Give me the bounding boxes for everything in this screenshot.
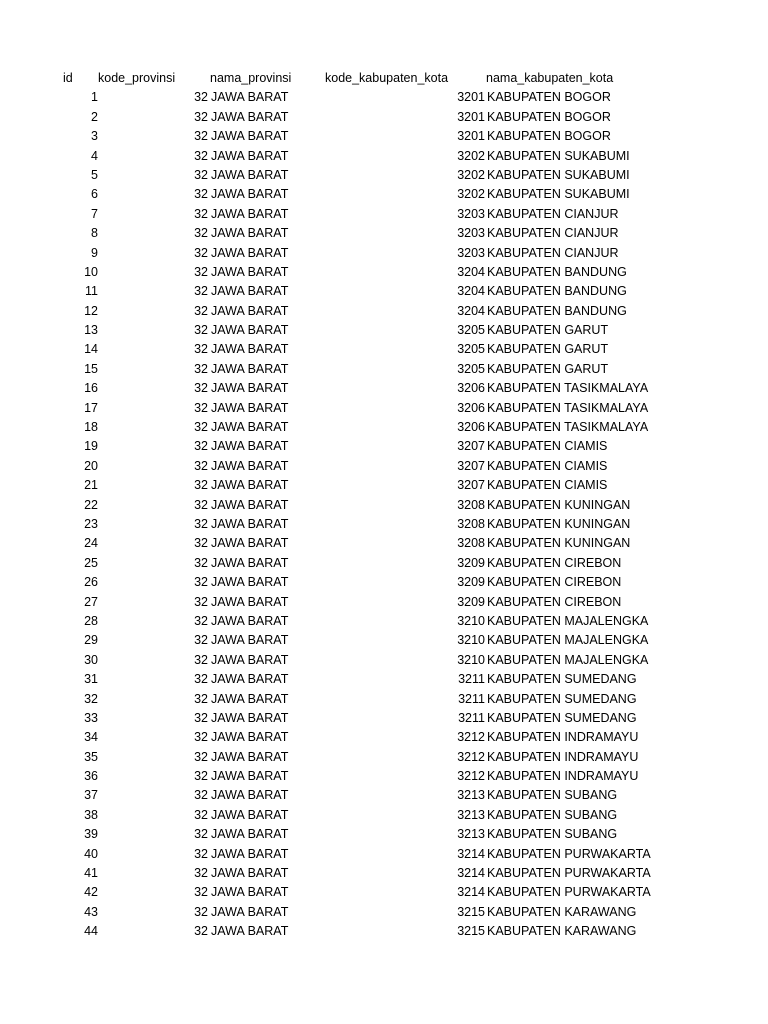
cell-id: 12	[84, 303, 98, 318]
cell-nama-provinsi: JAWA BARAT	[211, 303, 289, 318]
cell-nama-provinsi: JAWA BARAT	[211, 885, 289, 900]
cell-nama-provinsi: JAWA BARAT	[211, 594, 289, 609]
cell-nama-kabupaten-kota: KABUPATEN SUKABUMI	[487, 187, 630, 202]
cell-id: 20	[84, 458, 98, 473]
cell-id: 36	[84, 769, 98, 784]
cell-kode-kabupaten-kota: 3213	[457, 788, 485, 803]
cell-id: 7	[91, 206, 98, 221]
cell-id: 10	[84, 264, 98, 279]
cell-kode-kabupaten-kota: 3209	[457, 594, 485, 609]
cell-id: 26	[84, 575, 98, 590]
header-kode-provinsi: kode_provinsi	[98, 71, 176, 85]
cell-kode-provinsi: 32	[194, 788, 208, 803]
cell-kode-provinsi: 32	[194, 516, 208, 531]
cell-kode-kabupaten-kota: 3203	[457, 226, 485, 241]
cell-id: 40	[84, 846, 98, 861]
cell-nama-provinsi: JAWA BARAT	[211, 788, 289, 803]
header-id: id	[63, 71, 73, 85]
cell-id: 27	[84, 594, 98, 609]
cell-kode-provinsi: 32	[194, 226, 208, 241]
cell-kode-kabupaten-kota: 3204	[457, 264, 485, 279]
cell-nama-kabupaten-kota: KABUPATEN KUNINGAN	[487, 536, 631, 551]
table-row	[0, 690, 768, 709]
cell-kode-provinsi: 32	[194, 303, 208, 318]
cell-id: 28	[84, 613, 98, 628]
cell-nama-kabupaten-kota: KABUPATEN CIREBON	[487, 555, 622, 570]
cell-nama-provinsi: JAWA BARAT	[211, 187, 289, 202]
header-nama-provinsi: nama_provinsi	[210, 71, 292, 85]
cell-kode-provinsi: 32	[194, 497, 208, 512]
cell-nama-kabupaten-kota: KABUPATEN CIANJUR	[487, 226, 619, 241]
cell-kode-provinsi: 32	[194, 109, 208, 124]
table-body	[0, 88, 768, 941]
cell-kode-provinsi: 32	[194, 420, 208, 435]
cell-nama-kabupaten-kota: KABUPATEN CIAMIS	[487, 439, 608, 454]
cell-nama-kabupaten-kota: KABUPATEN MAJALENGKA	[487, 613, 649, 628]
table-row	[0, 748, 768, 767]
cell-nama-provinsi: JAWA BARAT	[211, 633, 289, 648]
cell-nama-provinsi: JAWA BARAT	[211, 129, 289, 144]
cell-kode-kabupaten-kota: 3210	[457, 633, 485, 648]
cell-nama-kabupaten-kota: KABUPATEN CIREBON	[487, 594, 622, 609]
cell-nama-provinsi: JAWA BARAT	[211, 458, 289, 473]
cell-nama-provinsi: JAWA BARAT	[211, 710, 289, 725]
cell-id: 8	[91, 226, 98, 241]
table-row	[0, 263, 768, 282]
cell-nama-provinsi: JAWA BARAT	[211, 226, 289, 241]
cell-nama-provinsi: JAWA BARAT	[211, 381, 289, 396]
cell-nama-provinsi: JAWA BARAT	[211, 361, 289, 376]
cell-kode-provinsi: 32	[194, 361, 208, 376]
cell-nama-kabupaten-kota: KABUPATEN GARUT	[487, 342, 609, 357]
cell-kode-kabupaten-kota: 3212	[457, 769, 485, 784]
table-row	[0, 399, 768, 418]
cell-nama-kabupaten-kota: KABUPATEN SUMEDANG	[487, 691, 637, 706]
cell-id: 9	[91, 245, 98, 260]
table-row	[0, 670, 768, 689]
cell-nama-provinsi: JAWA BARAT	[211, 323, 289, 338]
cell-kode-kabupaten-kota: 3215	[457, 904, 485, 919]
table-row	[0, 573, 768, 592]
cell-kode-provinsi: 32	[194, 342, 208, 357]
cell-nama-kabupaten-kota: KABUPATEN BANDUNG	[487, 284, 627, 299]
cell-nama-kabupaten-kota: KABUPATEN CIANJUR	[487, 245, 619, 260]
cell-kode-provinsi: 32	[194, 148, 208, 163]
cell-kode-provinsi: 32	[194, 594, 208, 609]
cell-id: 5	[91, 167, 98, 182]
cell-kode-kabupaten-kota: 3210	[457, 652, 485, 667]
table-row	[0, 476, 768, 495]
cell-id: 18	[84, 420, 98, 435]
cell-nama-kabupaten-kota: KABUPATEN BANDUNG	[487, 303, 627, 318]
header-nama-kabupaten-kota: nama_kabupaten_kota	[486, 71, 614, 85]
cell-nama-kabupaten-kota: KABUPATEN SUKABUMI	[487, 148, 630, 163]
cell-id: 44	[84, 924, 98, 939]
table-row	[0, 534, 768, 553]
cell-kode-provinsi: 32	[194, 885, 208, 900]
table-row	[0, 554, 768, 573]
cell-nama-provinsi: JAWA BARAT	[211, 264, 289, 279]
table-row	[0, 845, 768, 864]
cell-nama-provinsi: JAWA BARAT	[211, 904, 289, 919]
cell-kode-kabupaten-kota: 3212	[457, 730, 485, 745]
cell-nama-provinsi: JAWA BARAT	[211, 245, 289, 260]
cell-kode-provinsi: 32	[194, 187, 208, 202]
cell-nama-kabupaten-kota: KABUPATEN BOGOR	[487, 129, 611, 144]
data-table	[0, 69, 768, 942]
table-row	[0, 437, 768, 456]
cell-id: 15	[84, 361, 98, 376]
cell-nama-kabupaten-kota: KABUPATEN MAJALENGKA	[487, 652, 649, 667]
cell-nama-provinsi: JAWA BARAT	[211, 342, 289, 357]
cell-kode-kabupaten-kota: 3207	[457, 439, 485, 454]
table-row	[0, 496, 768, 515]
table-row	[0, 806, 768, 825]
table-row	[0, 282, 768, 301]
table-row	[0, 457, 768, 476]
cell-nama-provinsi: JAWA BARAT	[211, 400, 289, 415]
cell-id: 2	[91, 109, 98, 124]
cell-id: 39	[84, 827, 98, 842]
cell-kode-provinsi: 32	[194, 400, 208, 415]
table-row	[0, 185, 768, 204]
cell-nama-provinsi: JAWA BARAT	[211, 109, 289, 124]
cell-kode-provinsi: 32	[194, 691, 208, 706]
table-row	[0, 825, 768, 844]
cell-id: 24	[84, 536, 98, 551]
cell-kode-kabupaten-kota: 3210	[457, 613, 485, 628]
cell-nama-provinsi: JAWA BARAT	[211, 478, 289, 493]
cell-kode-kabupaten-kota: 3203	[457, 245, 485, 260]
cell-id: 38	[84, 807, 98, 822]
cell-id: 11	[85, 284, 98, 299]
table-row	[0, 127, 768, 146]
cell-kode-provinsi: 32	[194, 846, 208, 861]
cell-nama-provinsi: JAWA BARAT	[211, 497, 289, 512]
cell-kode-provinsi: 32	[194, 672, 208, 687]
table-row	[0, 244, 768, 263]
cell-nama-kabupaten-kota: KABUPATEN TASIKMALAYA	[487, 381, 649, 396]
cell-kode-kabupaten-kota: 3201	[457, 109, 485, 124]
cell-kode-kabupaten-kota: 3201	[457, 129, 485, 144]
cell-kode-kabupaten-kota: 3205	[457, 342, 485, 357]
cell-kode-provinsi: 32	[194, 129, 208, 144]
cell-id: 23	[84, 516, 98, 531]
cell-nama-provinsi: JAWA BARAT	[211, 769, 289, 784]
cell-nama-kabupaten-kota: KABUPATEN MAJALENGKA	[487, 633, 649, 648]
cell-nama-provinsi: JAWA BARAT	[211, 613, 289, 628]
cell-nama-kabupaten-kota: KABUPATEN BOGOR	[487, 90, 611, 105]
cell-kode-provinsi: 32	[194, 749, 208, 764]
cell-kode-kabupaten-kota: 3206	[457, 400, 485, 415]
cell-kode-provinsi: 32	[194, 807, 208, 822]
cell-kode-kabupaten-kota: 3211	[458, 710, 485, 725]
table-row	[0, 612, 768, 631]
cell-id: 32	[84, 691, 98, 706]
cell-nama-kabupaten-kota: KABUPATEN SUMEDANG	[487, 710, 637, 725]
cell-kode-provinsi: 32	[194, 167, 208, 182]
cell-nama-provinsi: JAWA BARAT	[211, 846, 289, 861]
cell-id: 25	[84, 555, 98, 570]
cell-id: 33	[84, 710, 98, 725]
cell-nama-provinsi: JAWA BARAT	[211, 555, 289, 570]
cell-nama-kabupaten-kota: KABUPATEN CIAMIS	[487, 478, 608, 493]
cell-nama-provinsi: JAWA BARAT	[211, 516, 289, 531]
cell-nama-kabupaten-kota: KABUPATEN SUMEDANG	[487, 672, 637, 687]
cell-nama-provinsi: JAWA BARAT	[211, 866, 289, 881]
cell-kode-provinsi: 32	[194, 478, 208, 493]
cell-nama-kabupaten-kota: KABUPATEN SUBANG	[487, 788, 618, 803]
cell-nama-provinsi: JAWA BARAT	[211, 575, 289, 590]
cell-id: 22	[84, 497, 98, 512]
cell-nama-kabupaten-kota: KABUPATEN BOGOR	[487, 109, 611, 124]
cell-kode-provinsi: 32	[194, 769, 208, 784]
cell-id: 4	[91, 148, 98, 163]
cell-id: 35	[84, 749, 98, 764]
cell-kode-kabupaten-kota: 3214	[457, 866, 485, 881]
cell-nama-provinsi: JAWA BARAT	[211, 730, 289, 745]
table-row	[0, 651, 768, 670]
cell-nama-kabupaten-kota: KABUPATEN BANDUNG	[487, 264, 627, 279]
table-row	[0, 786, 768, 805]
cell-kode-kabupaten-kota: 3207	[457, 478, 485, 493]
cell-kode-kabupaten-kota: 3209	[457, 555, 485, 570]
table-row	[0, 321, 768, 340]
cell-kode-provinsi: 32	[194, 652, 208, 667]
cell-kode-kabupaten-kota: 3207	[457, 458, 485, 473]
cell-nama-provinsi: JAWA BARAT	[211, 420, 289, 435]
table-row	[0, 631, 768, 650]
cell-nama-provinsi: JAWA BARAT	[211, 827, 289, 842]
cell-kode-kabupaten-kota: 3202	[457, 187, 485, 202]
cell-nama-provinsi: JAWA BARAT	[211, 90, 289, 105]
table-header-row	[0, 69, 768, 88]
cell-kode-provinsi: 32	[194, 381, 208, 396]
cell-kode-kabupaten-kota: 3208	[457, 536, 485, 551]
cell-nama-provinsi: JAWA BARAT	[211, 691, 289, 706]
cell-kode-provinsi: 32	[194, 264, 208, 279]
cell-nama-kabupaten-kota: KABUPATEN KARAWANG	[487, 904, 637, 919]
cell-kode-kabupaten-kota: 3204	[457, 284, 485, 299]
cell-id: 16	[84, 381, 98, 396]
table-row	[0, 864, 768, 883]
cell-kode-kabupaten-kota: 3202	[457, 167, 485, 182]
cell-nama-kabupaten-kota: KABUPATEN CIREBON	[487, 575, 622, 590]
cell-kode-provinsi: 32	[194, 730, 208, 745]
cell-kode-provinsi: 32	[194, 90, 208, 105]
cell-nama-kabupaten-kota: KABUPATEN SUBANG	[487, 807, 618, 822]
cell-nama-provinsi: JAWA BARAT	[211, 167, 289, 182]
cell-id: 42	[84, 885, 98, 900]
cell-nama-kabupaten-kota: KABUPATEN PURWAKARTA	[487, 846, 651, 861]
cell-kode-kabupaten-kota: 3205	[457, 361, 485, 376]
cell-id: 30	[84, 652, 98, 667]
cell-kode-provinsi: 32	[194, 245, 208, 260]
cell-nama-provinsi: JAWA BARAT	[211, 924, 289, 939]
cell-kode-kabupaten-kota: 3213	[457, 807, 485, 822]
cell-kode-kabupaten-kota: 3206	[457, 420, 485, 435]
cell-kode-kabupaten-kota: 3214	[457, 846, 485, 861]
cell-kode-kabupaten-kota: 3202	[457, 148, 485, 163]
cell-kode-kabupaten-kota: 3209	[457, 575, 485, 590]
cell-kode-kabupaten-kota: 3211	[458, 672, 485, 687]
cell-id: 19	[84, 439, 98, 454]
cell-kode-kabupaten-kota: 3208	[457, 497, 485, 512]
cell-nama-kabupaten-kota: KABUPATEN TASIKMALAYA	[487, 400, 649, 415]
cell-id: 31	[84, 672, 98, 687]
cell-kode-provinsi: 32	[194, 633, 208, 648]
cell-kode-provinsi: 32	[194, 323, 208, 338]
cell-kode-kabupaten-kota: 3215	[457, 924, 485, 939]
cell-nama-kabupaten-kota: KABUPATEN CIANJUR	[487, 206, 619, 221]
cell-id: 29	[84, 633, 98, 648]
cell-id: 43	[84, 904, 98, 919]
cell-nama-kabupaten-kota: KABUPATEN TASIKMALAYA	[487, 420, 649, 435]
cell-kode-kabupaten-kota: 3213	[457, 827, 485, 842]
cell-id: 6	[91, 187, 98, 202]
cell-id: 3	[91, 129, 98, 144]
cell-nama-provinsi: JAWA BARAT	[211, 284, 289, 299]
table-row	[0, 515, 768, 534]
cell-nama-kabupaten-kota: KABUPATEN CIAMIS	[487, 458, 608, 473]
cell-id: 14	[84, 342, 98, 357]
cell-kode-provinsi: 32	[194, 710, 208, 725]
cell-kode-provinsi: 32	[194, 575, 208, 590]
table-row	[0, 922, 768, 941]
cell-id: 1	[91, 90, 98, 105]
cell-id: 34	[84, 730, 98, 745]
table-row	[0, 418, 768, 437]
cell-nama-kabupaten-kota: KABUPATEN SUKABUMI	[487, 167, 630, 182]
cell-kode-kabupaten-kota: 3208	[457, 516, 485, 531]
cell-kode-kabupaten-kota: 3203	[457, 206, 485, 221]
table-row	[0, 205, 768, 224]
table-row	[0, 883, 768, 902]
cell-kode-kabupaten-kota: 3214	[457, 885, 485, 900]
cell-kode-provinsi: 32	[194, 536, 208, 551]
cell-id: 37	[84, 788, 98, 803]
cell-nama-kabupaten-kota: KABUPATEN INDRAMAYU	[487, 769, 639, 784]
cell-nama-kabupaten-kota: KABUPATEN PURWAKARTA	[487, 866, 651, 881]
cell-nama-provinsi: JAWA BARAT	[211, 536, 289, 551]
cell-kode-kabupaten-kota: 3205	[457, 323, 485, 338]
cell-nama-kabupaten-kota: KABUPATEN GARUT	[487, 323, 609, 338]
cell-nama-kabupaten-kota: KABUPATEN KARAWANG	[487, 924, 637, 939]
table-row	[0, 224, 768, 243]
cell-kode-provinsi: 32	[194, 458, 208, 473]
cell-kode-provinsi: 32	[194, 827, 208, 842]
cell-id: 41	[84, 866, 98, 881]
table-row	[0, 767, 768, 786]
cell-nama-kabupaten-kota: KABUPATEN INDRAMAYU	[487, 749, 639, 764]
cell-nama-provinsi: JAWA BARAT	[211, 749, 289, 764]
cell-kode-provinsi: 32	[194, 924, 208, 939]
cell-nama-kabupaten-kota: KABUPATEN PURWAKARTA	[487, 885, 651, 900]
cell-nama-provinsi: JAWA BARAT	[211, 672, 289, 687]
cell-kode-kabupaten-kota: 3206	[457, 381, 485, 396]
cell-nama-provinsi: JAWA BARAT	[211, 148, 289, 163]
table-row	[0, 728, 768, 747]
cell-nama-provinsi: JAWA BARAT	[211, 439, 289, 454]
cell-kode-kabupaten-kota: 3211	[458, 691, 485, 706]
cell-kode-provinsi: 32	[194, 613, 208, 628]
cell-id: 17	[84, 400, 98, 415]
cell-nama-provinsi: JAWA BARAT	[211, 807, 289, 822]
table-row	[0, 166, 768, 185]
cell-id: 21	[84, 478, 98, 493]
table-row	[0, 593, 768, 612]
cell-nama-provinsi: JAWA BARAT	[211, 206, 289, 221]
cell-nama-kabupaten-kota: KABUPATEN SUBANG	[487, 827, 618, 842]
cell-kode-provinsi: 32	[194, 206, 208, 221]
cell-id: 13	[84, 323, 98, 338]
table-row	[0, 903, 768, 922]
cell-kode-provinsi: 32	[194, 555, 208, 570]
table-row	[0, 379, 768, 398]
table-row	[0, 108, 768, 127]
table-row	[0, 340, 768, 359]
cell-kode-provinsi: 32	[194, 904, 208, 919]
cell-nama-kabupaten-kota: KABUPATEN INDRAMAYU	[487, 730, 639, 745]
table-row	[0, 302, 768, 321]
cell-nama-kabupaten-kota: KABUPATEN KUNINGAN	[487, 497, 631, 512]
table-row	[0, 709, 768, 728]
cell-nama-provinsi: JAWA BARAT	[211, 652, 289, 667]
header-kode-kabupaten-kota: kode_kabupaten_kota	[325, 71, 449, 85]
cell-kode-kabupaten-kota: 3212	[457, 749, 485, 764]
cell-kode-kabupaten-kota: 3201	[457, 90, 485, 105]
cell-nama-kabupaten-kota: KABUPATEN GARUT	[487, 361, 609, 376]
cell-kode-provinsi: 32	[194, 284, 208, 299]
cell-nama-kabupaten-kota: KABUPATEN KUNINGAN	[487, 516, 631, 531]
table-row	[0, 88, 768, 107]
cell-kode-kabupaten-kota: 3204	[457, 303, 485, 318]
table-row	[0, 147, 768, 166]
cell-kode-provinsi: 32	[194, 866, 208, 881]
table-row	[0, 360, 768, 379]
cell-kode-provinsi: 32	[194, 439, 208, 454]
